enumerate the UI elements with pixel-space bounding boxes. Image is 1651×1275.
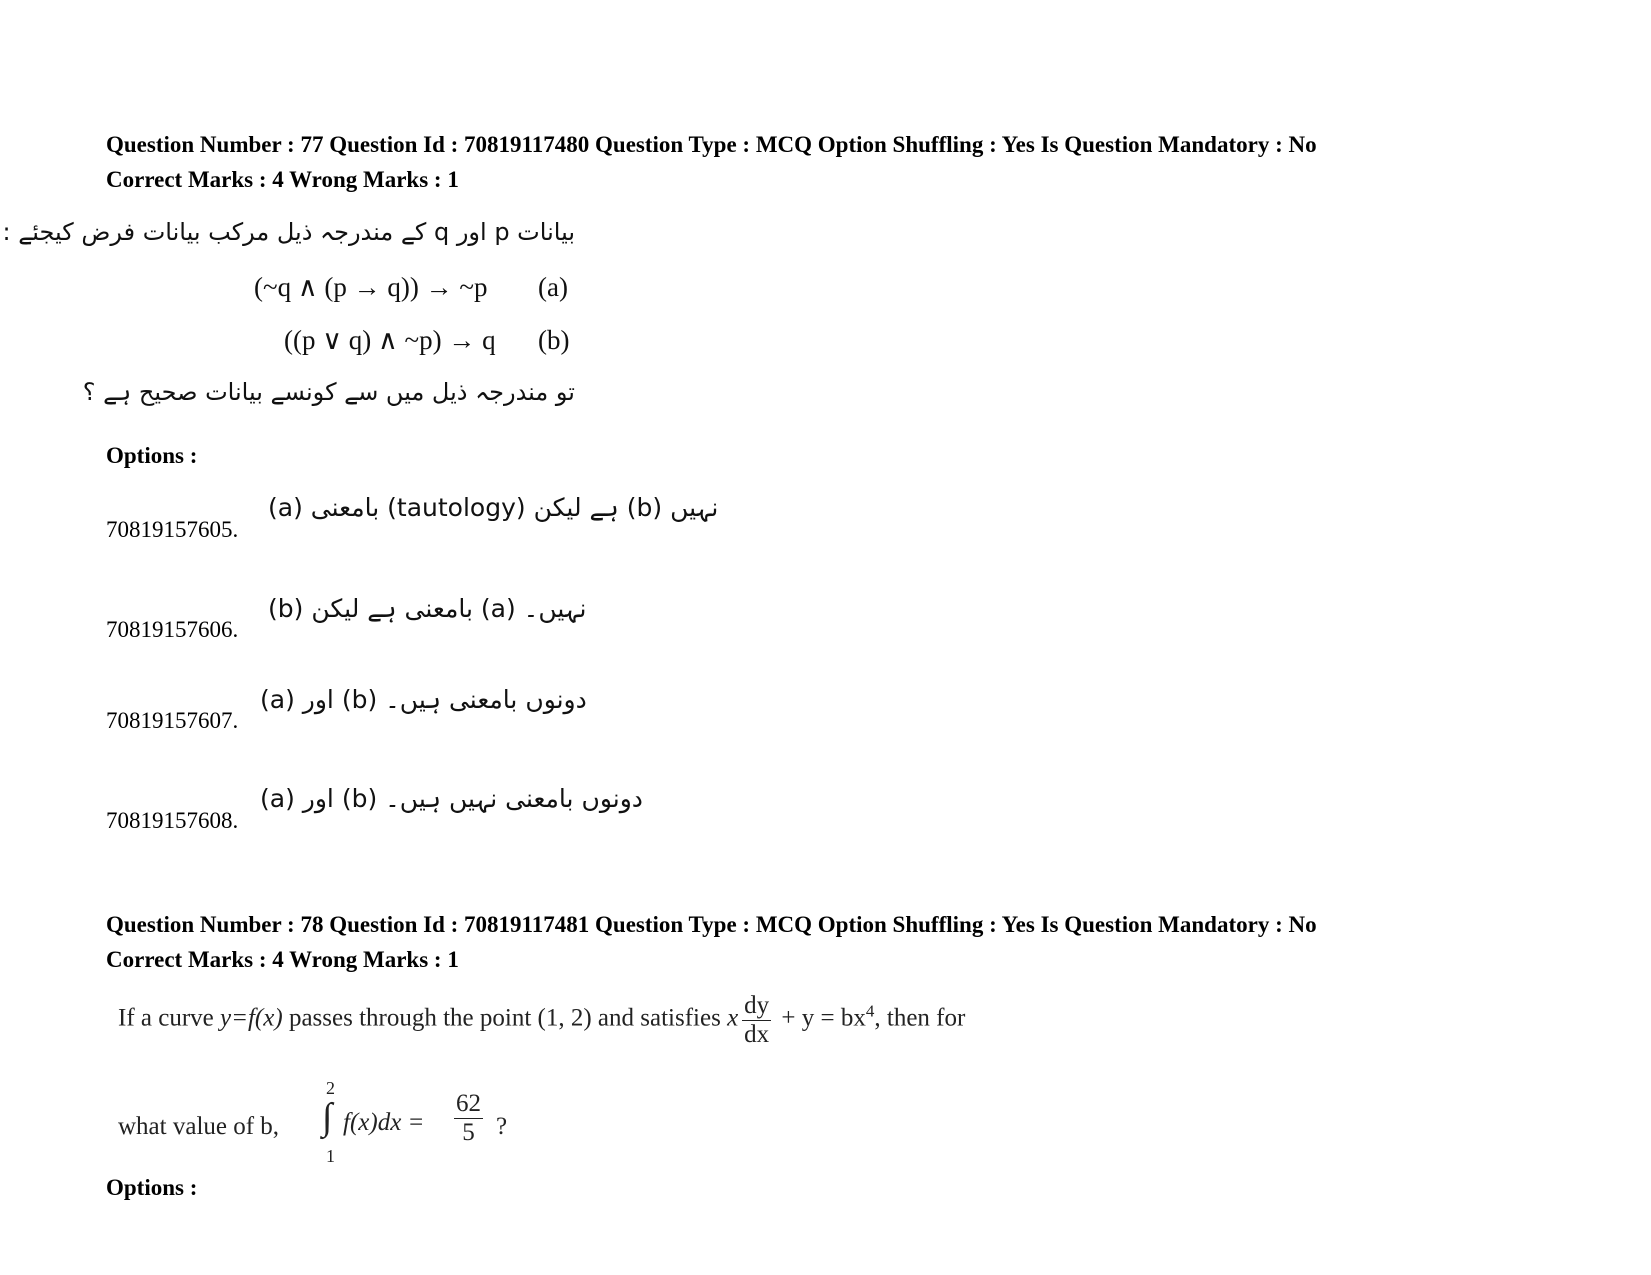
q78-dx: dx [744, 1020, 770, 1048]
q77-statement-a-label: (a) [538, 272, 568, 302]
q77-option-4-text: (a) اور (b) دونوں بامعنی نہیں ہیں۔ [260, 784, 643, 813]
q78-derivative-fraction [742, 992, 771, 1048]
q78-frac-num: 62 [456, 1090, 481, 1117]
q78-stem-x: x [727, 1004, 739, 1032]
q78-stem-line1-end: , then for [874, 1004, 966, 1032]
q78-stem-mid: passes through the point (1, 2) and satisfies [288, 1004, 721, 1032]
q77-option-2-text: (b) بامعنی ہے لیکن (a) نہیں۔ [268, 594, 587, 623]
q78-stem-line2-text: what value of b, [118, 1113, 280, 1140]
q77-option-3-text: (a) اور (b) دونوں بامعنی ہیں۔ [260, 685, 587, 714]
q77-option-2-id: 70819157606. [106, 617, 239, 642]
q78-options-label: Options : [106, 1175, 198, 1200]
q77-option-4-id: 70819157608. [106, 808, 239, 833]
q78-header-line2: Correct Marks : 4 Wrong Marks : 1 [106, 947, 459, 972]
q78-result-fraction [450, 1090, 487, 1146]
q77-statement-b-label: (b) [538, 325, 570, 355]
q77-option-3-id: 70819157607. [106, 708, 239, 733]
q77-options-label: Options : [106, 443, 198, 468]
q77-statement-a-formula: (~q ∧ (p → q)) → ~p [254, 272, 488, 302]
q78-stem-plus-y: + y = bx [781, 1004, 866, 1032]
q78-result-frac [454, 1090, 483, 1146]
q77-option-1-id: 70819157605. [106, 517, 239, 542]
q78-stem-func: y=f(x) [220, 1004, 283, 1032]
q77-stem-question-urdu: تو مندرجہ ذیل میں سے کونسے بیانات صحیح ہے ؟ [82, 378, 575, 406]
q78-stem-exp: 4 [865, 1001, 875, 1021]
q78-frac-den: 5 [462, 1118, 475, 1146]
q78-integral-lower: 1 [326, 1146, 335, 1166]
q78-stem-start: If a curve [118, 1004, 214, 1032]
q77-header-line2: Correct Marks : 4 Wrong Marks : 1 [106, 167, 459, 192]
q78-integral-upper: 2 [326, 1078, 335, 1098]
q78-integral-sign: ∫ [322, 1096, 333, 1138]
q77-stem-intro-urdu: بیانات p اور q کے مندرجہ ذیل مرکب بیانات فرض کیجئے : [2, 218, 575, 246]
q78-stem-line1 [118, 992, 965, 1048]
q78-dy: dy [744, 992, 770, 1019]
q77-option-1-text: (a) بامعنی (tautology) ہے لیکن (b) نہیں [268, 493, 719, 522]
q77-statement-b-formula: ((p ∨ q) ∧ ~p) → q [284, 325, 496, 355]
q78-header-line1: Question Number : 78 Question Id : 70819117481 Question Type : MCQ Option Shuffling : Yes Is Question Mandatory : No [106, 912, 1317, 937]
q78-integrand: f(x)dx = [343, 1109, 425, 1136]
q77-header-line1: Question Number : 77 Question Id : 70819117480 Question Type : MCQ Option Shuffling : Yes Is Question Mandatory : No [106, 132, 1317, 157]
q78-question-mark: ? [496, 1113, 508, 1140]
